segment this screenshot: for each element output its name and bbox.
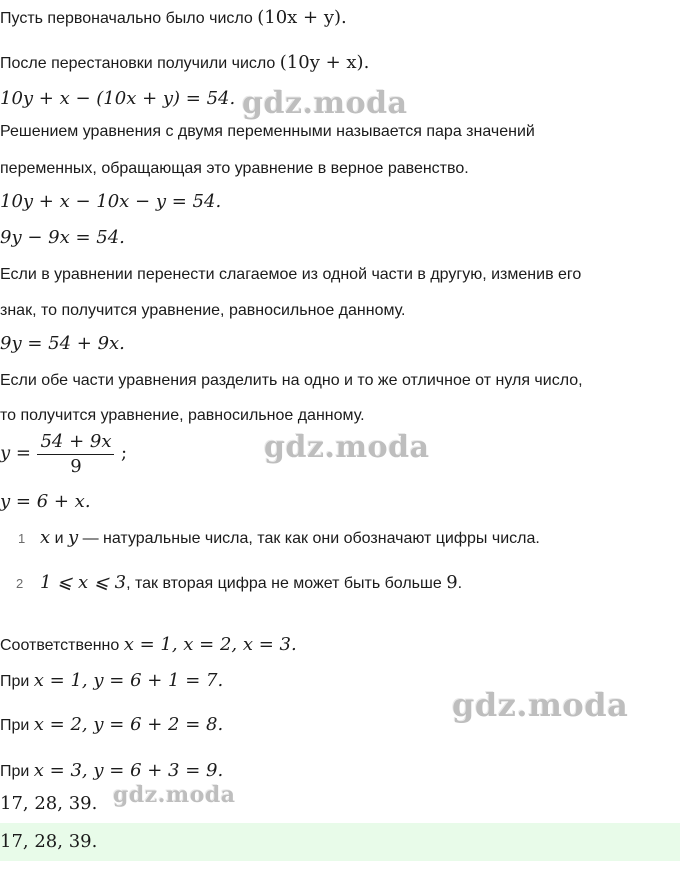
math: x = 1, y = 6 + 1 = 7. (33, 670, 224, 691)
math: 17, 28, 39. (0, 793, 98, 814)
rule-line-2 (0, 300, 406, 322)
math: 9y = 54 + 9x. (0, 333, 125, 354)
list-item (40, 527, 540, 550)
rule-line-3 (0, 370, 583, 392)
case-x3 (0, 760, 223, 783)
equation-3 (0, 227, 125, 249)
math: x (40, 527, 51, 548)
definition-line-1 (0, 121, 535, 143)
text: При (0, 763, 30, 780)
math: y = 6 + x. (0, 491, 91, 512)
math: x = 2, y = 6 + 2 = 8. (33, 714, 224, 735)
fraction-lhs: y = (0, 442, 31, 464)
math: 10y + x − (10x + y) = 54. (0, 88, 236, 109)
math: 9y − 9x = 54. (0, 227, 125, 248)
list-item (40, 572, 462, 595)
watermark: gdz.moda (113, 782, 236, 808)
text: — натуральные числа, так как они обозначают цифры числа. (78, 530, 540, 547)
math: (10y + x). (279, 52, 370, 73)
math: 9 (446, 572, 458, 593)
rule-line-1 (0, 264, 581, 286)
line-after-swap (0, 52, 369, 75)
text: переменных, обращающая это уравнение в верное равенство. (0, 160, 469, 177)
text: Соответственно (0, 637, 120, 654)
equation-4 (0, 333, 125, 355)
fraction-equation (0, 430, 127, 479)
math: x = 3, y = 6 + 3 = 9. (33, 760, 224, 781)
equation-5 (0, 491, 91, 513)
watermark: gdz.moda (242, 86, 408, 121)
text: , так вторая цифра не может быть больше (126, 575, 447, 592)
watermark: gdz.moda (452, 686, 629, 724)
watermark: gdz.moda (264, 430, 430, 465)
fraction-tail: ; (120, 442, 128, 464)
case-x2 (0, 714, 223, 737)
fraction (37, 430, 114, 479)
case-x1 (0, 670, 223, 693)
text: и (50, 530, 68, 547)
fraction-denominator: 9 (70, 456, 82, 477)
math: 17, 28, 39. (0, 831, 98, 852)
math: y (67, 527, 79, 548)
definition-line-2 (0, 158, 469, 180)
math: x = 1, x = 2, x = 3. (123, 634, 297, 655)
text: Если обе части уравнения разделить на одно и то же отличное от нуля число, (0, 372, 583, 389)
text: Решением уравнения с двумя переменными называется пара значений (0, 123, 535, 140)
text: После перестановки получили число (0, 55, 276, 72)
equation-1 (0, 88, 235, 110)
line-initial-number (0, 7, 347, 30)
answer-text (0, 831, 97, 853)
math: 10y + x − 10x − y = 54. (0, 191, 222, 212)
text: . (457, 575, 463, 592)
equation-2 (0, 191, 221, 213)
answer-box (0, 823, 680, 861)
rule-line-4 (0, 405, 365, 427)
accordingly-line (0, 634, 297, 657)
text: Пусть первоначально было число (0, 10, 253, 27)
text: Если в уравнении перенести слагаемое из одной части в другую, изменив его (0, 266, 582, 283)
text: то получится уравнение, равносильное данному. (0, 407, 365, 424)
text: При (0, 717, 30, 734)
math: 1 ⩽ x ⩽ 3 (40, 572, 127, 593)
list-item-number: 1 (18, 531, 26, 546)
text: знак, то получится уравнение, равносильное данному. (0, 302, 406, 319)
list-item-number: 2 (16, 576, 24, 591)
result-line (0, 793, 97, 815)
text: При (0, 673, 30, 690)
fraction-numerator: 54 + 9x (37, 430, 114, 455)
math: (10x + y). (257, 7, 347, 28)
